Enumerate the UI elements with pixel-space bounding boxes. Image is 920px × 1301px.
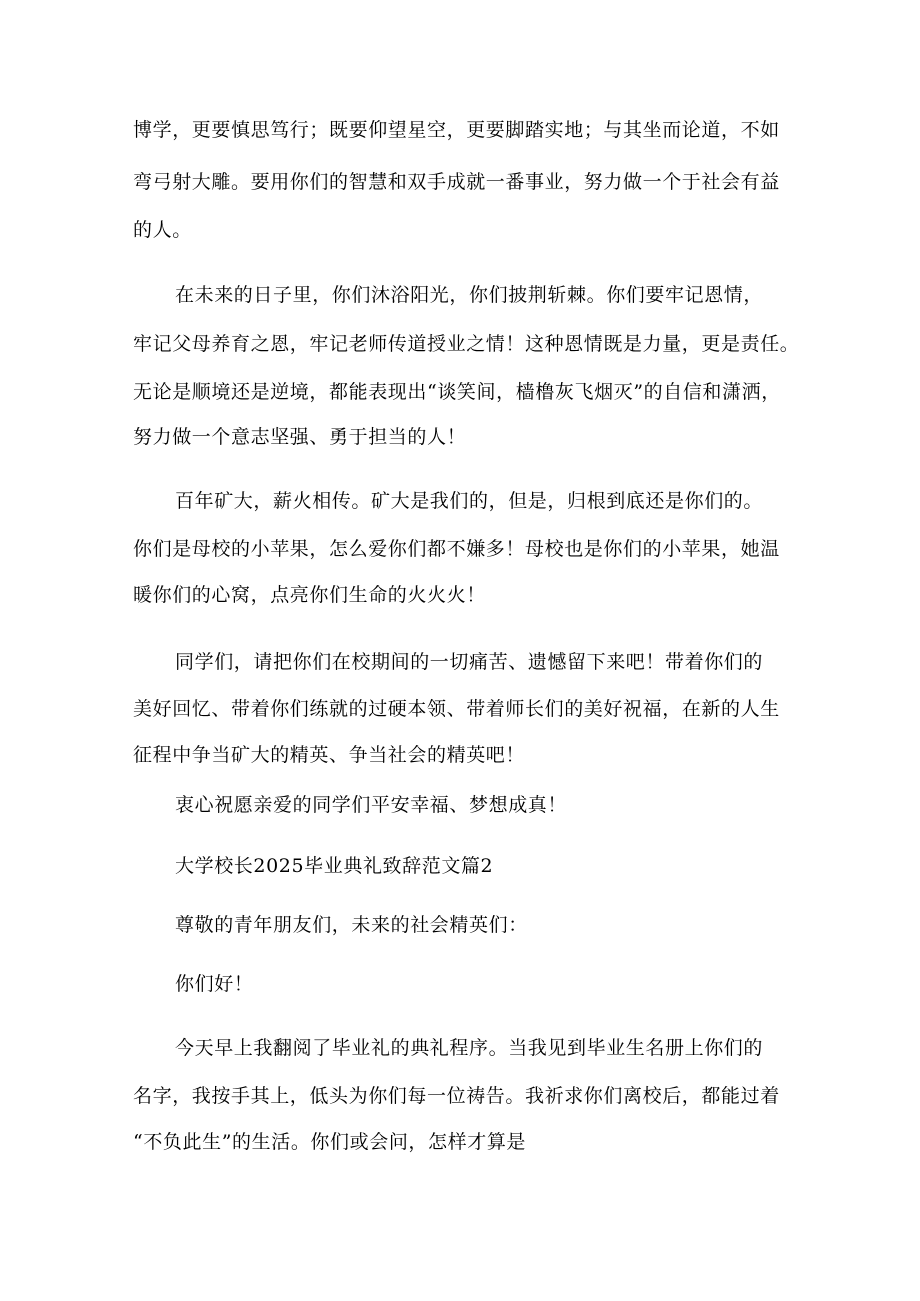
text-line: 衷心祝愿亲爱的同学们平安幸福、梦想成真！ [175, 794, 568, 816]
text-line: 牢记父母养育之恩，牢记老师传道授业之情！这种恩情既是力量，更是责任。 [133, 333, 800, 355]
text-line: 征程中争当矿大的精英、争当社会的精英吧！ [133, 744, 526, 766]
text-line: 今天早上我翻阅了毕业礼的典礼程序。当我见到毕业生名册上你们的 [175, 1037, 764, 1059]
text-line: 无论是顺境还是逆境，都能表现出“谈笑间，樯橹灰飞烟灭”的自信和潇洒， [133, 381, 781, 403]
text-line: “不负此生”的生活。你们或会问，怎样才算是 [133, 1131, 527, 1153]
text-line: 弯弓射大雕。要用你们的智慧和双手成就一番事业，努力做一个于社会有益 [133, 171, 780, 193]
text-line: 名字，我按手其上，低头为你们每一位祷告。我祈求你们离校后，都能过着 [133, 1085, 780, 1107]
text-line: 博学，更要慎思笃行；既要仰望星空，更要脚踏实地；与其坐而论道，不如 [133, 119, 780, 141]
text-line: 努力做一个意志坚强、勇于担当的人！ [133, 426, 467, 448]
text-line: 尊敬的青年朋友们，未来的社会精英们： [175, 914, 528, 936]
text-line: 在未来的日子里，你们沐浴阳光，你们披荆斩棘。你们要牢记恩情， [175, 284, 764, 306]
text-line: 暖你们的心窝，点亮你们生命的火火火！ [133, 584, 486, 606]
text-line: 的人。 [133, 219, 192, 241]
text-line: 你们是母校的小苹果，怎么爱你们都不嫌多！母校也是你们的小苹果，她温 [133, 538, 780, 560]
text-line: 百年矿大，薪火相传。矿大是我们的，但是，归根到底还是你们的。 [175, 490, 764, 512]
text-line: 美好回忆、带着你们练就的过硬本领、带着师长们的美好祝福，在新的人生 [133, 698, 780, 720]
text-line: 同学们，请把你们在校期间的一切痛苦、遗憾留下来吧！带着你们的 [175, 651, 764, 673]
text-line: 你们好！ [175, 973, 254, 995]
section-heading: 大学校长2025毕业典礼致辞范文篇2 [175, 855, 494, 877]
